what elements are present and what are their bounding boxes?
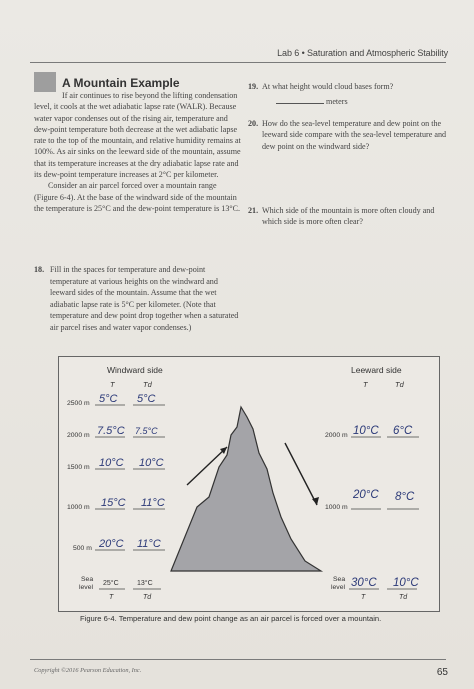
question-text: Fill in the spaces for temperature and dew-point temperature at various heights on the windward and leeward sides of the mountain. Assume that the wet adiabatic lapse rate is 5°C per kilometer. (Note that temperature and dew point drop together when a saturated air parcel rises and water vapor condenses.) [50, 265, 239, 332]
sea-level-label: Sea [81, 576, 94, 583]
sea-windward-t: 25°C [103, 580, 119, 587]
height-label: 2000 m [67, 432, 90, 439]
mountain-diagram [59, 357, 439, 611]
answer-td-2000: 7.5°C [135, 426, 158, 436]
question-text: Which side of the mountain is more often cloudy and which side is more often clear? [262, 206, 435, 227]
answer-leeward-t-1000: 20°C [353, 489, 379, 501]
leeward-label: Leeward side [351, 365, 402, 375]
answer-leeward-td-sea: 10°C [393, 577, 419, 589]
title-marker [34, 72, 56, 92]
footer-rule [30, 659, 446, 660]
answer-t-2000: 7.5°C [97, 425, 125, 437]
height-label: 2500 m [67, 400, 90, 407]
leeward-td-footer: Td [399, 594, 408, 601]
question-20 [248, 118, 453, 152]
sea-level-label: level [79, 584, 93, 591]
windward-label: Windward side [107, 365, 163, 375]
sidebar-paragraph-2: Consider an air parcel forced over a mountain range (Figure 6-4). At the base of the windward side of the mountain the temperature is 25°C and the dew-point temperature is 13°C. [34, 181, 241, 213]
answer-t-500: 20°C [99, 538, 124, 550]
answer-t-2500: 5°C [99, 393, 118, 405]
answer-td-1500: 10°C [139, 457, 164, 469]
windward-td-header: Td [143, 380, 152, 389]
sea-windward-td: 13°C [137, 580, 153, 587]
answer-t-1000: 15°C [101, 497, 126, 509]
height-label: 1000 m [67, 504, 90, 511]
answer-leeward-td-2000: 6°C [393, 425, 413, 437]
mountain-shape [171, 407, 321, 571]
height-label: 1500 m [67, 464, 90, 471]
leeward-arrow [285, 443, 317, 505]
sea-t-footer: T [109, 594, 114, 601]
leeward-t-header: T [363, 380, 368, 389]
copyright-text: Copyright ©2016 Pearson Education, Inc. [34, 667, 142, 674]
figure-caption: Figure 6-4. Temperature and dew point change as an air parcel is forced over a mountain. [80, 614, 382, 623]
leeward-height-label: 2000 m [325, 432, 348, 439]
leeward-sea-label: Sea [333, 576, 346, 583]
answer-td-1000: 11°C [141, 497, 165, 509]
question-number: 18. [34, 265, 45, 274]
answer-td-500: 11°C [137, 538, 161, 550]
question-19 [248, 81, 453, 108]
unit-label: meters [326, 97, 348, 107]
leeward-height-label: 1000 m [325, 504, 348, 511]
leeward-blanks [349, 437, 419, 589]
question-text: How do the sea-level temperature and dew point on the leeward side compare with the sea-level temperature and dew point on the windward side? [262, 119, 447, 151]
answer-t-1500: 10°C [99, 457, 124, 469]
height-label: 500 m [73, 545, 92, 552]
answer-td-2500: 5°C [137, 393, 156, 405]
question-number: 20. [248, 119, 259, 128]
figure-6-4 [58, 356, 440, 612]
sidebar-title: A Mountain Example [62, 76, 180, 90]
question-18 [34, 264, 244, 334]
leeward-td-header: Td [395, 380, 404, 389]
answer-blank[interactable] [276, 95, 324, 104]
sidebar-text [34, 90, 242, 214]
answer-leeward-t-sea: 30°C [351, 577, 377, 589]
question-number: 21. [248, 206, 259, 215]
sea-td-footer: Td [143, 594, 152, 601]
question-number: 19. [248, 82, 259, 91]
header-rule [30, 62, 446, 63]
page-number: 65 [436, 667, 448, 678]
question-21 [248, 205, 453, 228]
question-text: At what height would cloud bases form? [262, 82, 394, 91]
running-header: Lab 6 • Saturation and Atmospheric Stability [277, 48, 448, 58]
answer-leeward-td-1000: 8°C [395, 491, 415, 503]
leeward-sea-label: level [331, 584, 345, 591]
sidebar-paragraph-1: If air continues to rise beyond the lifting condensation level, it cools at the wet adiabatic lapse rate (WALR). Because water vapor condenses out of the rising air, temperature and dew-point temperature both decrease at the wet adiabatic lapse rate to the top of the mountain, and relative humidity remains at 100%. As air sinks on the leeward side of the mountain, assume that its temperature increases at the dry adiabatic lapse rate and its dew-point temperature increases at 2°C per kilometer. [34, 91, 241, 180]
leeward-t-footer: T [361, 594, 366, 601]
windward-t-header: T [110, 380, 115, 389]
answer-leeward-t-2000: 10°C [353, 425, 379, 437]
